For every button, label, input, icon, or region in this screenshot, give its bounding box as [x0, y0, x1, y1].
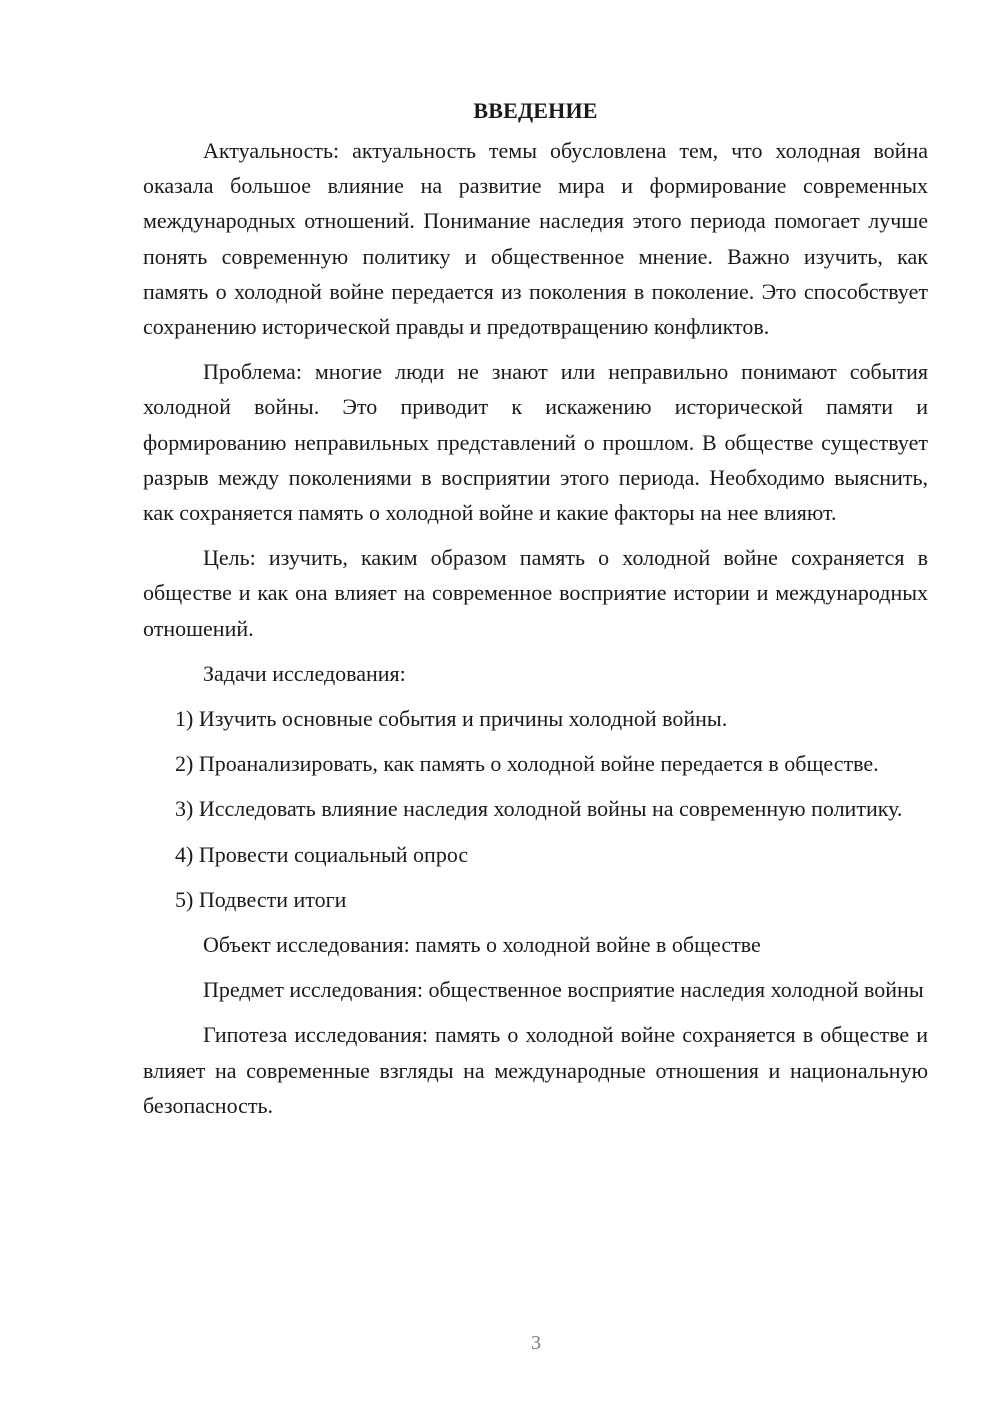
task-item-3: 3) Исследовать влияние наследия холодной войны на современную политику. — [175, 796, 903, 822]
paragraph-hypothesis: Гипотеза исследования: память о холодной войне сохраняется в обществе и влияет на современные взгляды на международные отношения и национальную безопасность. — [143, 1022, 928, 1118]
paragraph-problem: Проблема: многие люди не знают или неправильно понимают события холодной войны. Это приводит к искажению исторической памяти и формированию неправильных представлений о прошлом. В обществе существует разрыв между поколениями в восприятии этого периода. Необходимо выяснить, как сохраняется память о холодной войне и какие факторы на нее влияют. — [143, 359, 928, 526]
paragraph-subject: Предмет исследования: общественное восприятие наследия холодной войны — [203, 977, 924, 1003]
tasks-heading: Задачи исследования: — [203, 660, 406, 686]
task-item-4: 4) Провести социальный опрос — [175, 841, 469, 867]
paragraph-actuality: Актуальность: актуальность темы обусловлена тем, что холодная война оказала большое влияние на развитие мира и формирование современных международных отношений. Понимание наследия этого периода помогает лучше понять современную политику и общественное мнение. Важно изучить, как память о холодной войне передается из поколения в поколение. Это способствует сохранению исторической правды и предотвращению конфликтов. — [143, 138, 928, 340]
section-title: ВВЕДЕНИЕ — [473, 98, 598, 123]
document-page — [143, 95, 928, 1133]
paragraph-goal: Цель: изучить, каким образом память о холодной войне сохраняется в обществе и как она влияет на современное восприятие истории и международных отношений. — [143, 545, 928, 641]
task-item-1: 1) Изучить основные события и причины холодной войны. — [175, 706, 728, 732]
page-number: 3 — [531, 1332, 541, 1354]
task-item-2: 2) Проанализировать, как память о холодной войне передается в обществе. — [175, 751, 879, 777]
paragraph-object: Объект исследования: память о холодной войне в обществе — [203, 932, 761, 958]
task-item-5: 5) Подвести итоги — [175, 886, 347, 912]
